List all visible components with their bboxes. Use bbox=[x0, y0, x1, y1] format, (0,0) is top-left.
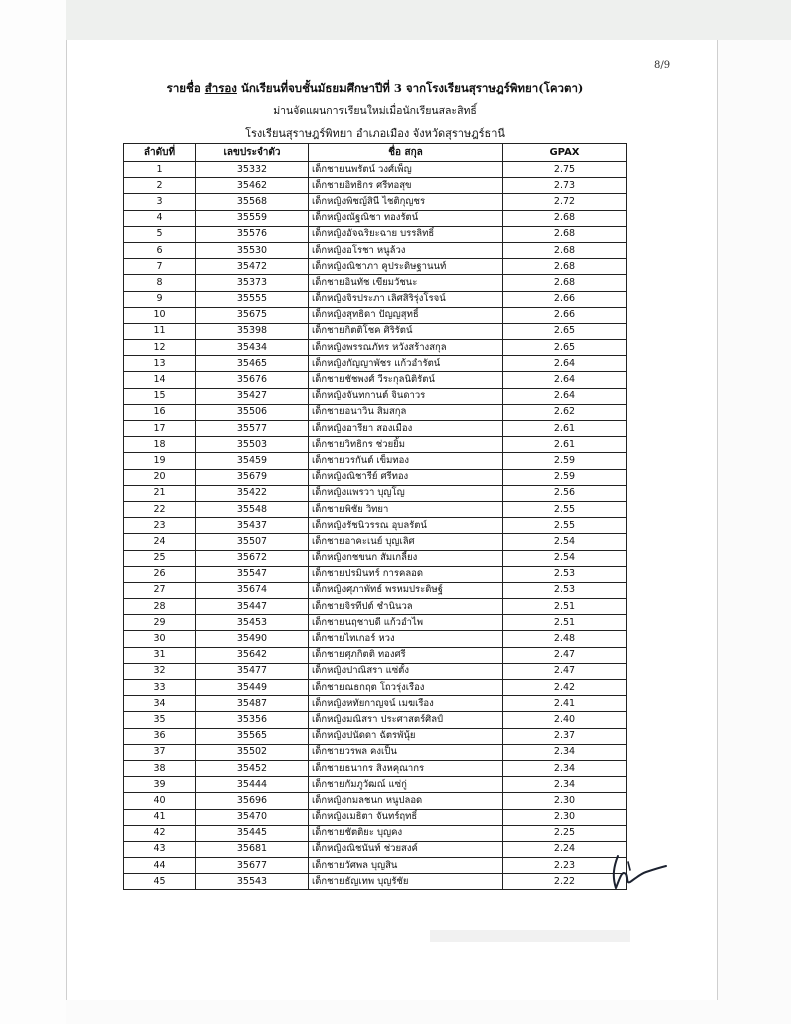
gpax-value: 2.42 bbox=[503, 680, 627, 696]
student-id: 35676 bbox=[196, 372, 309, 388]
header-no: ลำดับที่ bbox=[124, 144, 196, 162]
student-name: เด็กชายจิรทีปต์ ชำนินวล bbox=[309, 599, 503, 615]
row-number: 35 bbox=[124, 712, 196, 728]
row-number: 27 bbox=[124, 582, 196, 598]
gpax-value: 2.72 bbox=[503, 194, 627, 210]
header-student-id: เลขประจำตัว bbox=[196, 144, 309, 162]
table-row bbox=[124, 485, 627, 501]
title-prefix: รายชื่อ bbox=[166, 81, 201, 95]
row-number: 26 bbox=[124, 566, 196, 582]
table-row bbox=[124, 663, 627, 679]
row-number: 44 bbox=[124, 858, 196, 874]
gpax-value: 2.61 bbox=[503, 437, 627, 453]
student-id: 35568 bbox=[196, 194, 309, 210]
row-number: 7 bbox=[124, 259, 196, 275]
student-name: เด็กชายวัศพล บุญสิน bbox=[309, 858, 503, 874]
row-number: 10 bbox=[124, 307, 196, 323]
table-row bbox=[124, 210, 627, 226]
row-number: 12 bbox=[124, 340, 196, 356]
table-row bbox=[124, 469, 627, 485]
gpax-value: 2.30 bbox=[503, 809, 627, 825]
student-name: เด็กหญิงมณิสรา ประศาสตร์ศิลป์ bbox=[309, 712, 503, 728]
student-name: เด็กหญิงณัฐณิชา ทองรัตน์ bbox=[309, 210, 503, 226]
gpax-value: 2.22 bbox=[503, 874, 627, 890]
gpax-value: 2.23 bbox=[503, 858, 627, 874]
student-name: เด็กหญิงรัชนิวรรณ อุบลรัตน์ bbox=[309, 518, 503, 534]
student-name: เด็กหญิงศุภาพัทธ์ พรหมประดิษฐ์ bbox=[309, 582, 503, 598]
student-name: เด็กชายพิชัย วิทยา bbox=[309, 501, 503, 517]
gpax-value: 2.59 bbox=[503, 469, 627, 485]
table-row bbox=[124, 631, 627, 647]
table-row bbox=[124, 275, 627, 291]
student-name: เด็กชายณธกฤต โถวรุ่งเรือง bbox=[309, 680, 503, 696]
student-id: 35398 bbox=[196, 323, 309, 339]
student-name: เด็กชายธัญเทพ บุญรัชัย bbox=[309, 874, 503, 890]
table-row bbox=[124, 323, 627, 339]
table-row bbox=[124, 226, 627, 242]
gpax-value: 2.48 bbox=[503, 631, 627, 647]
row-number: 20 bbox=[124, 469, 196, 485]
gpax-value: 2.51 bbox=[503, 599, 627, 615]
table-row bbox=[124, 404, 627, 420]
student-name: เด็กชายวรกันต์ เข็มทอง bbox=[309, 453, 503, 469]
row-number: 6 bbox=[124, 242, 196, 258]
student-name: เด็กหญิงกมลชนก หนูปลอด bbox=[309, 793, 503, 809]
table-row bbox=[124, 696, 627, 712]
row-number: 2 bbox=[124, 178, 196, 194]
gpax-value: 2.37 bbox=[503, 728, 627, 744]
student-name: เด็กชายอนาวิน สิมสกุล bbox=[309, 404, 503, 420]
row-number: 33 bbox=[124, 680, 196, 696]
title-status: สำรอง bbox=[204, 81, 237, 95]
row-number: 34 bbox=[124, 696, 196, 712]
row-number: 11 bbox=[124, 323, 196, 339]
table-row bbox=[124, 744, 627, 760]
gpax-value: 2.68 bbox=[503, 242, 627, 258]
table-row bbox=[124, 858, 627, 874]
student-id: 35642 bbox=[196, 647, 309, 663]
row-number: 24 bbox=[124, 534, 196, 550]
row-number: 14 bbox=[124, 372, 196, 388]
student-name: เด็กหญิงกัญญาพัชร แก้วอำรัตน์ bbox=[309, 356, 503, 372]
gpax-value: 2.68 bbox=[503, 226, 627, 242]
row-number: 45 bbox=[124, 874, 196, 890]
row-number: 21 bbox=[124, 485, 196, 501]
student-name: เด็กหญิงณิชาภา คูประดิษฐานนท์ bbox=[309, 259, 503, 275]
gpax-value: 2.34 bbox=[503, 760, 627, 776]
table-row bbox=[124, 453, 627, 469]
table-row bbox=[124, 760, 627, 776]
row-number: 19 bbox=[124, 453, 196, 469]
table-row bbox=[124, 825, 627, 841]
table-row bbox=[124, 777, 627, 793]
table-row bbox=[124, 793, 627, 809]
row-number: 3 bbox=[124, 194, 196, 210]
gpax-value: 2.61 bbox=[503, 421, 627, 437]
student-id: 35447 bbox=[196, 599, 309, 615]
student-name: เด็กชายวรพล คงเป็น bbox=[309, 744, 503, 760]
student-id: 35427 bbox=[196, 388, 309, 404]
gpax-value: 2.34 bbox=[503, 777, 627, 793]
student-id: 35477 bbox=[196, 663, 309, 679]
student-name: เด็กชายอินทัช เขียมวัชนะ bbox=[309, 275, 503, 291]
row-number: 32 bbox=[124, 663, 196, 679]
student-id: 35502 bbox=[196, 744, 309, 760]
gpax-value: 2.55 bbox=[503, 518, 627, 534]
student-name: เด็กชายชัชพงศ์ วีระกุลนิติรัตน์ bbox=[309, 372, 503, 388]
student-name: เด็กหญิงปาณิสรา แซ่ตั้ง bbox=[309, 663, 503, 679]
row-number: 18 bbox=[124, 437, 196, 453]
gpax-value: 2.75 bbox=[503, 162, 627, 178]
table-row bbox=[124, 194, 627, 210]
table-row bbox=[124, 291, 627, 307]
row-number: 28 bbox=[124, 599, 196, 615]
student-name: เด็กหญิงเมธิตา จันทร์ฤทธิ์ bbox=[309, 809, 503, 825]
table-row bbox=[124, 518, 627, 534]
student-id: 35696 bbox=[196, 793, 309, 809]
table-row bbox=[124, 566, 627, 582]
student-id: 35530 bbox=[196, 242, 309, 258]
student-name: เด็กหญิงจันทกานต์ จินดาวร bbox=[309, 388, 503, 404]
table-row bbox=[124, 242, 627, 258]
table-row bbox=[124, 162, 627, 178]
student-id: 35503 bbox=[196, 437, 309, 453]
student-id: 35506 bbox=[196, 404, 309, 420]
gpax-value: 2.64 bbox=[503, 372, 627, 388]
table-row bbox=[124, 728, 627, 744]
page-number: 8/9 bbox=[654, 60, 671, 71]
gpax-value: 2.47 bbox=[503, 647, 627, 663]
student-id: 35679 bbox=[196, 469, 309, 485]
student-name: เด็กชายวิทธิกร ช่วยยิ้ม bbox=[309, 437, 503, 453]
table-row bbox=[124, 582, 627, 598]
student-id: 35559 bbox=[196, 210, 309, 226]
student-id: 35507 bbox=[196, 534, 309, 550]
student-id: 35437 bbox=[196, 518, 309, 534]
student-name: เด็กชายปรมินทร์ การคลอด bbox=[309, 566, 503, 582]
student-id: 35356 bbox=[196, 712, 309, 728]
student-id: 35452 bbox=[196, 760, 309, 776]
student-name: เด็กหญิงจิรประภา เลิศสิริรุ่งโรจน์ bbox=[309, 291, 503, 307]
row-number: 17 bbox=[124, 421, 196, 437]
document-subtitle: ม่านจัดแผนการเรียนใหม่เมื่อนักเรียนสละสิทธิ์ bbox=[273, 105, 477, 117]
row-number: 38 bbox=[124, 760, 196, 776]
student-name: เด็กหญิงณิชนันท์ ช่วยสงค์ bbox=[309, 841, 503, 857]
table-row bbox=[124, 356, 627, 372]
student-id: 35674 bbox=[196, 582, 309, 598]
paper-fold-left bbox=[0, 0, 66, 1024]
student-name: เด็กหญิงแพรวา บุญโญ bbox=[309, 485, 503, 501]
student-name: เด็กชายอาคะเนย์ บุญเลิศ bbox=[309, 534, 503, 550]
table-row bbox=[124, 809, 627, 825]
table-row bbox=[124, 599, 627, 615]
table-row bbox=[124, 841, 627, 857]
table-header-row bbox=[124, 144, 627, 162]
student-name: เด็กหญิงพิชญ์สินี ไชติกุญชร bbox=[309, 194, 503, 210]
gpax-value: 2.66 bbox=[503, 291, 627, 307]
row-number: 4 bbox=[124, 210, 196, 226]
student-id: 35681 bbox=[196, 841, 309, 857]
gpax-value: 2.65 bbox=[503, 323, 627, 339]
gpax-value: 2.54 bbox=[503, 534, 627, 550]
student-name: เด็กชายกัมภูวัฒณ์ แซ่กู่ bbox=[309, 777, 503, 793]
student-name: เด็กชายอิทธิกร ศรีทอสุข bbox=[309, 178, 503, 194]
student-id: 35332 bbox=[196, 162, 309, 178]
student-name: เด็กชายกิตติโชค ศิริรัตน์ bbox=[309, 323, 503, 339]
student-id: 35434 bbox=[196, 340, 309, 356]
row-number: 15 bbox=[124, 388, 196, 404]
student-id: 35449 bbox=[196, 680, 309, 696]
row-number: 42 bbox=[124, 825, 196, 841]
student-id: 35422 bbox=[196, 485, 309, 501]
title-suffix: นักเรียนที่จบชั้นมัธยมศึกษาปีที่ 3 จากโรงเรียนสุราษฎร์พิทยา(โควตา) bbox=[240, 81, 584, 95]
student-name: เด็กหญิงอารียา สองเมือง bbox=[309, 421, 503, 437]
table-row bbox=[124, 874, 627, 890]
paper-fold-top bbox=[0, 0, 791, 40]
gpax-value: 2.64 bbox=[503, 388, 627, 404]
gpax-value: 2.41 bbox=[503, 696, 627, 712]
student-name: เด็กชายศุภกิตติ ทองศรี bbox=[309, 647, 503, 663]
student-id: 35548 bbox=[196, 501, 309, 517]
header-name: ชื่อ สกุล bbox=[309, 144, 503, 162]
gpax-value: 2.56 bbox=[503, 485, 627, 501]
student-table bbox=[123, 143, 627, 890]
table-body bbox=[124, 162, 627, 890]
header-gpax: GPAX bbox=[503, 144, 627, 162]
row-number: 13 bbox=[124, 356, 196, 372]
student-id: 35675 bbox=[196, 307, 309, 323]
gpax-value: 2.65 bbox=[503, 340, 627, 356]
student-id: 35543 bbox=[196, 874, 309, 890]
student-id: 35576 bbox=[196, 226, 309, 242]
gpax-value: 2.73 bbox=[503, 178, 627, 194]
row-number: 31 bbox=[124, 647, 196, 663]
student-name: เด็กหญิงณิชารีย์ ศรีทอง bbox=[309, 469, 503, 485]
gpax-value: 2.47 bbox=[503, 663, 627, 679]
row-number: 43 bbox=[124, 841, 196, 857]
gpax-value: 2.68 bbox=[503, 259, 627, 275]
gpax-value: 2.62 bbox=[503, 404, 627, 420]
table-row bbox=[124, 647, 627, 663]
student-name: เด็กหญิงพรรณภัทร หวังสร้างสกุล bbox=[309, 340, 503, 356]
table-row bbox=[124, 712, 627, 728]
gpax-value: 2.55 bbox=[503, 501, 627, 517]
gpax-value: 2.53 bbox=[503, 582, 627, 598]
document-title bbox=[120, 80, 630, 98]
row-number: 5 bbox=[124, 226, 196, 242]
student-id: 35462 bbox=[196, 178, 309, 194]
row-number: 22 bbox=[124, 501, 196, 517]
row-number: 39 bbox=[124, 777, 196, 793]
table-row bbox=[124, 372, 627, 388]
gpax-value: 2.40 bbox=[503, 712, 627, 728]
row-number: 41 bbox=[124, 809, 196, 825]
student-id: 35470 bbox=[196, 809, 309, 825]
gpax-value: 2.51 bbox=[503, 615, 627, 631]
student-name: เด็กหญิงอโรชา หนูล้วง bbox=[309, 242, 503, 258]
row-number: 25 bbox=[124, 550, 196, 566]
row-number: 16 bbox=[124, 404, 196, 420]
table-row bbox=[124, 615, 627, 631]
student-name: เด็กชายนฤชาบดี แก้วอำไพ bbox=[309, 615, 503, 631]
student-name: เด็กชายนพรัตน์ วงศ์เพ็ญ bbox=[309, 162, 503, 178]
gpax-value: 2.68 bbox=[503, 210, 627, 226]
gpax-value: 2.30 bbox=[503, 793, 627, 809]
student-id: 35490 bbox=[196, 631, 309, 647]
row-number: 1 bbox=[124, 162, 196, 178]
gpax-value: 2.34 bbox=[503, 744, 627, 760]
table-row bbox=[124, 421, 627, 437]
student-name: เด็กหญิงอัจฉริยะฉาย บรรลิทธิ์ bbox=[309, 226, 503, 242]
student-id: 35487 bbox=[196, 696, 309, 712]
row-number: 36 bbox=[124, 728, 196, 744]
student-name: เด็กชายธนากร สิงหคุณากร bbox=[309, 760, 503, 776]
student-name: เด็กหญิงสุทธิดา ปัญญสุทธิ์ bbox=[309, 307, 503, 323]
gpax-value: 2.53 bbox=[503, 566, 627, 582]
gpax-value: 2.59 bbox=[503, 453, 627, 469]
row-number: 23 bbox=[124, 518, 196, 534]
signature bbox=[606, 852, 670, 892]
student-name: เด็กหญิงปนัดดา ฉัตรพันุ้ย bbox=[309, 728, 503, 744]
gpax-value: 2.54 bbox=[503, 550, 627, 566]
student-name: เด็กชายชัตติยะ บุญคง bbox=[309, 825, 503, 841]
student-id: 35472 bbox=[196, 259, 309, 275]
scan-smudge bbox=[430, 928, 630, 944]
school-line: โรงเรียนสุราษฎร์พิทยา อำเภอเมือง จังหวัดสุราษฎร์ธานี bbox=[245, 127, 505, 140]
student-name: เด็กหญิงหทัยกาญจน์ เมฆเรือง bbox=[309, 696, 503, 712]
student-id: 35547 bbox=[196, 566, 309, 582]
student-id: 35453 bbox=[196, 615, 309, 631]
row-number: 8 bbox=[124, 275, 196, 291]
student-id: 35672 bbox=[196, 550, 309, 566]
row-number: 40 bbox=[124, 793, 196, 809]
student-name: เด็กชายไทเกอร์ หวง bbox=[309, 631, 503, 647]
student-name: เด็กหญิงกชขนก สัมเกลี้ยง bbox=[309, 550, 503, 566]
student-id: 35445 bbox=[196, 825, 309, 841]
row-number: 30 bbox=[124, 631, 196, 647]
table-row bbox=[124, 437, 627, 453]
table-row bbox=[124, 307, 627, 323]
gpax-value: 2.66 bbox=[503, 307, 627, 323]
row-number: 29 bbox=[124, 615, 196, 631]
gpax-value: 2.64 bbox=[503, 356, 627, 372]
student-id: 35465 bbox=[196, 356, 309, 372]
row-number: 37 bbox=[124, 744, 196, 760]
student-id: 35555 bbox=[196, 291, 309, 307]
student-id: 35459 bbox=[196, 453, 309, 469]
row-number: 9 bbox=[124, 291, 196, 307]
table-row bbox=[124, 259, 627, 275]
table-row bbox=[124, 550, 627, 566]
student-id: 35444 bbox=[196, 777, 309, 793]
table-row bbox=[124, 388, 627, 404]
gpax-value: 2.25 bbox=[503, 825, 627, 841]
table-row bbox=[124, 534, 627, 550]
table-row bbox=[124, 501, 627, 517]
student-id: 35565 bbox=[196, 728, 309, 744]
table-row bbox=[124, 178, 627, 194]
gpax-value: 2.24 bbox=[503, 841, 627, 857]
gpax-value: 2.68 bbox=[503, 275, 627, 291]
table-row bbox=[124, 680, 627, 696]
table-row bbox=[124, 340, 627, 356]
student-id: 35373 bbox=[196, 275, 309, 291]
student-id: 35577 bbox=[196, 421, 309, 437]
student-id: 35677 bbox=[196, 858, 309, 874]
